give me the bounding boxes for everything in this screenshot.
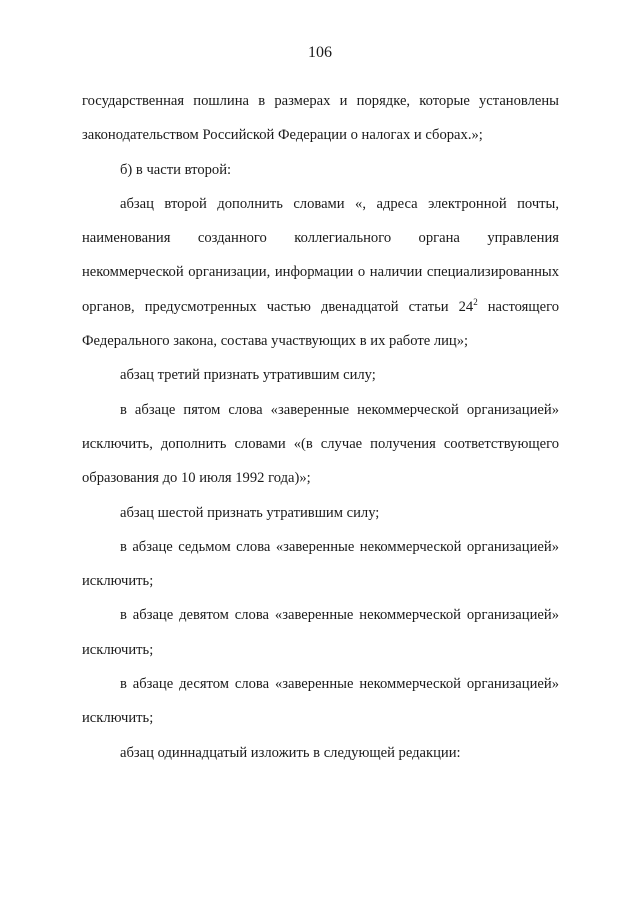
document-body [82, 84, 559, 770]
paragraph-third-abzac-repeal: абзац третий признать утратившим силу; [120, 367, 376, 384]
paragraph-part-two-heading: б) в части второй: [120, 161, 232, 178]
paragraph-second-abzac-amendment [82, 187, 559, 358]
article-superscript: 2 [473, 296, 478, 307]
paragraph-eleventh-abzac-intro: абзац одиннадцатый изложить в следующей редакции: [120, 744, 461, 761]
amendment-text-end: настоящего Федерального закона, состава участвующих в их работе лиц»; [82, 298, 560, 350]
article-reference: статьи 24 [408, 298, 474, 315]
amendment-text-start: абзац второй дополнить словами «, адреса электронной почты, наименования созданного коллегиального органа управления некоммерческой организации, информации о наличии специализированных органов, предусмотренных частью двенадцатой [82, 195, 559, 315]
page-number: 106 [308, 44, 332, 61]
paragraph-sixth-abzac-repeal: абзац шестой признать утратившим силу; [120, 504, 380, 521]
paragraph-seventh-abzac-amendment: в абзаце седьмом слова «заверенные некоммерческой организацией» исключить; [82, 538, 559, 590]
paragraph-ninth-abzac-amendment: в абзаце девятом слова «заверенные некоммерческой организацией» исключить; [82, 607, 559, 658]
paragraph-tenth-abzac-amendment: в абзаце десятом слова «заверенные некоммерческой организацией» исключить; [82, 676, 559, 727]
paragraph-fifth-abzac-amendment: в абзаце пятом слова «заверенные некоммерческой организацией» исключить, дополнить словами «(в случае получения соответствующего образования до 10 июля 1992 года)»; [82, 401, 559, 487]
paragraph-fee-continuation: государственная пошлина в размерах и порядке, которые установлены законодательством Российской Федерации о налогах и сборах.»; [82, 93, 559, 144]
